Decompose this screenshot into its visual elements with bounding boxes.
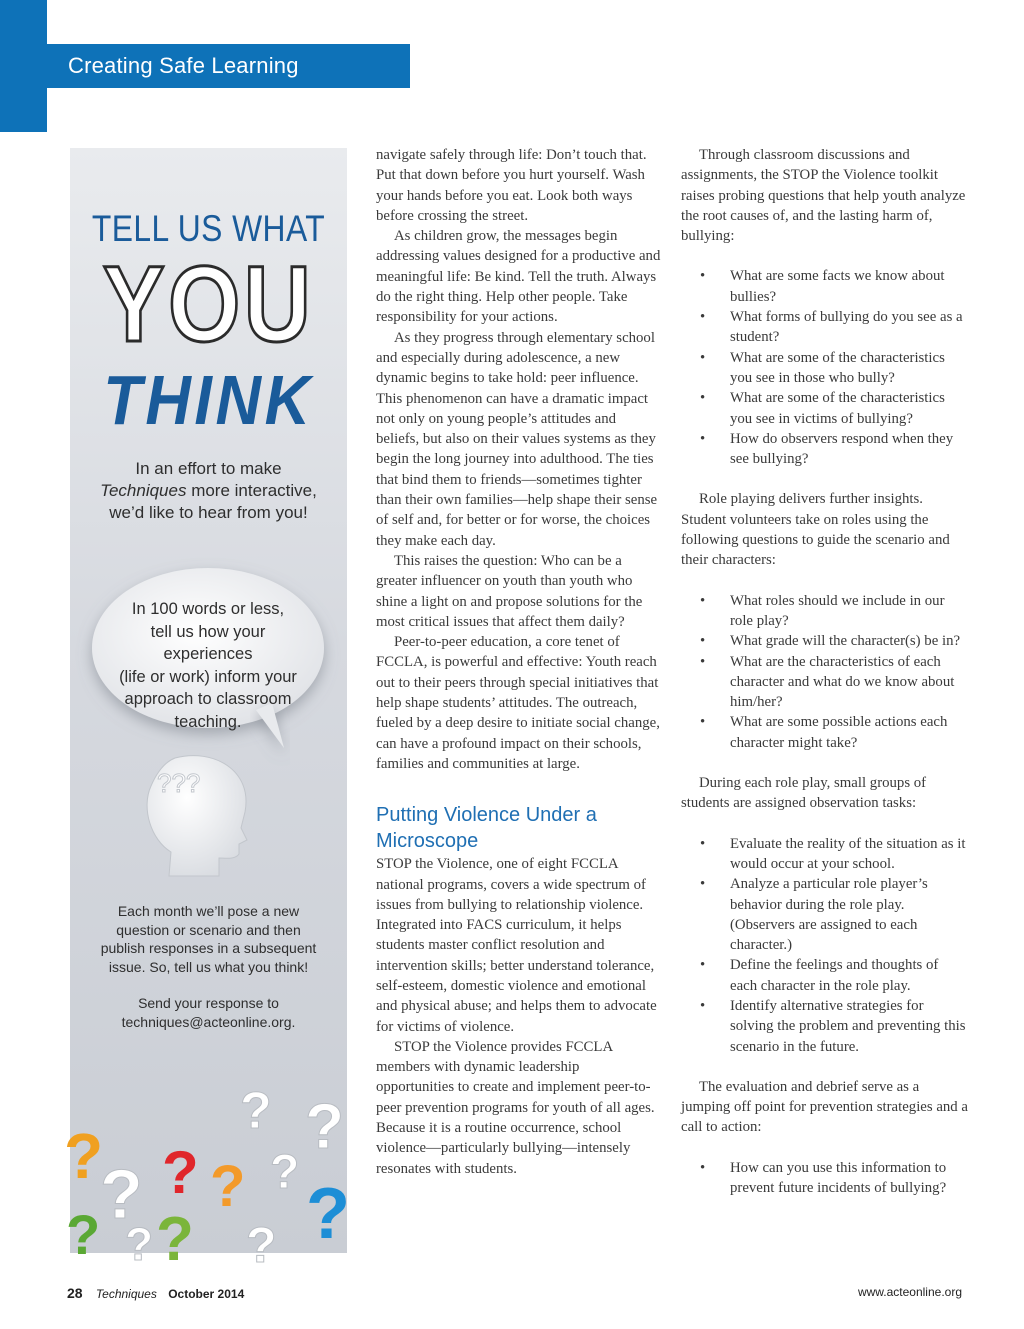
intro-line-2: more interactive, (186, 481, 317, 500)
body-paragraph: As children grow, the messages begin addressing values designed for a productive and meaningful life: Be kind. Tell the truth. Always do the right thing. Help other people. Take responsibility for your actions. (376, 228, 661, 326)
svg-text:?: ? (125, 1218, 154, 1270)
body-paragraph: STOP the Violence provides FCCLA members with dynamic leadership opportunities to create and implement peer-to-peer prevention programs for youth of all ages. Because it is a routine occurrence, school violence—particularly bullying—intensely resonates with students. (376, 1038, 655, 1177)
sidebar-intro (90, 458, 327, 524)
body-paragraph: Role playing delivers further insights. Student volunteers take on roles using the following questions to guide the scenario and their characters: (681, 491, 950, 569)
observation-tasks-list (681, 834, 968, 1057)
bubble-prompt (106, 598, 310, 733)
bubble-line: tell us how your experiences (150, 622, 266, 663)
intro-line-3: we’d like to hear from you! (109, 503, 308, 522)
think-heading: THINK (103, 361, 314, 439)
section-title-band (47, 44, 410, 122)
section-subhead: Putting Violence Under a Microscope (376, 804, 597, 853)
action-questions-list (681, 1158, 968, 1199)
svg-text:?: ? (64, 1120, 104, 1192)
email-link[interactable]: techniques@acteonline.org. (121, 1013, 296, 1030)
svg-text:?: ? (270, 1146, 300, 1199)
bubble-line: In 100 words or less, (131, 600, 285, 618)
send-line: Send your response to (138, 995, 279, 1011)
list-item: • What are some of the characteristics you see in those who bully? (681, 348, 968, 389)
list-item: • What roles should we include in our role play? (681, 591, 968, 632)
svg-text:?: ? (246, 1217, 277, 1273)
issue-date: October 2014 (168, 1287, 245, 1301)
list-item: • How can you use this information to prevent future incidents of bullying? (681, 1158, 968, 1199)
list-item: • What are some facts we know about bullies? (681, 266, 968, 307)
middle-column (376, 145, 661, 1179)
you-heading: YOU (102, 243, 315, 364)
body-paragraph: Peer-to-peer education, a core tenet of FCCLA, is powerful and effective: Youth reach out to their peers through special initiatives that help shape students’ attitudes. The outreach, fueled by a deep desire to initiate social change, can have a profound impact on their schools, families and communities at large. (376, 634, 660, 772)
body-paragraph: navigate safely through life: Don’t touch that. Put that down before you hurt yourself. Wash your hands before you eat. Look both ways before crossing the street. (376, 147, 647, 224)
list-item: • Identify alternative strategies for solving the problem and preventing this scenario in the future. (681, 996, 968, 1057)
body-paragraph: During each role play, small groups of students are assigned observation tasks: (681, 775, 927, 812)
list-item: • Analyze a particular role player’s behavior during the role play. (Observers are assigned to each character.) (681, 874, 968, 955)
question-glyph: ??? (157, 768, 201, 798)
svg-text:?: ? (306, 1174, 350, 1254)
page-footer-left (67, 1285, 244, 1301)
monthly-line: publish responses in a subsequent (100, 940, 317, 956)
list-item: • How do observers respond when they see bullying? (681, 429, 968, 470)
monthly-line: issue. So, tell us what you think! (108, 958, 309, 975)
role-play-questions-list (681, 591, 968, 753)
monthly-note (92, 902, 325, 976)
svg-text:?: ? (66, 1203, 101, 1266)
list-item: • What are some of the characteristics you see in victims of bullying? (681, 388, 968, 429)
svg-text:?: ? (162, 1139, 199, 1206)
thinking-head-icon (135, 748, 265, 878)
tell-us-sidebar (64, 148, 350, 1274)
intro-line-1: In an effort to make (135, 459, 282, 478)
svg-text:?: ? (210, 1154, 246, 1219)
list-item: • What forms of bullying do you see as a student? (681, 307, 968, 348)
monthly-line: question or scenario and then (116, 921, 301, 938)
body-paragraph: Through classroom discussions and assignments, the STOP the Violence toolkit raises probing questions that help youth analyze the root causes of, and the lasting harm of, bullying: (681, 147, 966, 245)
list-item: • What are some possible actions each character might take? (681, 712, 968, 753)
bubble-line: approach to classroom (124, 690, 292, 708)
magazine-name: Techniques (95, 1287, 157, 1301)
bullying-questions-list (681, 266, 968, 469)
right-column (681, 145, 968, 1198)
bubble-line: (life or work) inform your (119, 667, 297, 686)
list-item: • Evaluate the reality of the situation as it would occur at your school. (681, 834, 968, 875)
body-paragraph: STOP the Violence, one of eight FCCLA national programs, covers a wide spectrum of issues from bullying to relationship violence. Integrated into FACS curriculum, it helps students master conflict resolution and intervention skills; better understand tolerance, self-esteem, domestic violence and emotional and physical abuse; and helps them to advocate for victims of violence. (376, 856, 657, 1035)
tell-us-what-heading: TELL US WHAT (91, 208, 326, 249)
website-link[interactable]: www.acteonline.org (857, 1285, 962, 1299)
svg-text:?: ? (100, 1155, 143, 1233)
body-paragraph: The evaluation and debrief serve as a jumping off point for prevention strategies and a call to action: (681, 1078, 968, 1136)
send-response (92, 994, 325, 1031)
list-item: • What grade will the character(s) be in? (681, 631, 968, 651)
monthly-line: Each month we’ll pose a new (117, 903, 300, 919)
list-item: • What are the characteristics of each character and what do we know about him/her? (681, 652, 968, 713)
question-marks-icon (64, 1068, 350, 1274)
page-number: 28 (67, 1285, 83, 1301)
intro-magazine: Techniques (100, 481, 187, 500)
svg-text:?: ? (305, 1090, 345, 1162)
body-paragraph: This raises the question: Who can be a greater influencer on youth than youth who shine a light on and propose solutions for the most critical issues that affect them daily? (376, 552, 643, 630)
svg-text:?: ? (156, 1205, 194, 1274)
svg-text:?: ? (240, 1082, 272, 1140)
header-accent-bar (0, 0, 47, 132)
body-paragraph: As they progress through elementary school and especially during adolescence, a new dynamic begins to take hold: peer influence. This phenomenon can have a dramatic impact not only on young people’s attitudes and beliefs, but also on their values systems as they begin the long journey into adulthood. The ties that bind them to friends—sometimes tighter than their own families—help shape their sense of self and, for better or for worse, the choices they make each day. (376, 329, 658, 549)
bubble-line: teaching. (174, 712, 242, 731)
section-title: Creating Safe Learning Environments (68, 53, 299, 122)
list-item: • Define the feelings and thoughts of each character in the role play. (681, 955, 968, 996)
